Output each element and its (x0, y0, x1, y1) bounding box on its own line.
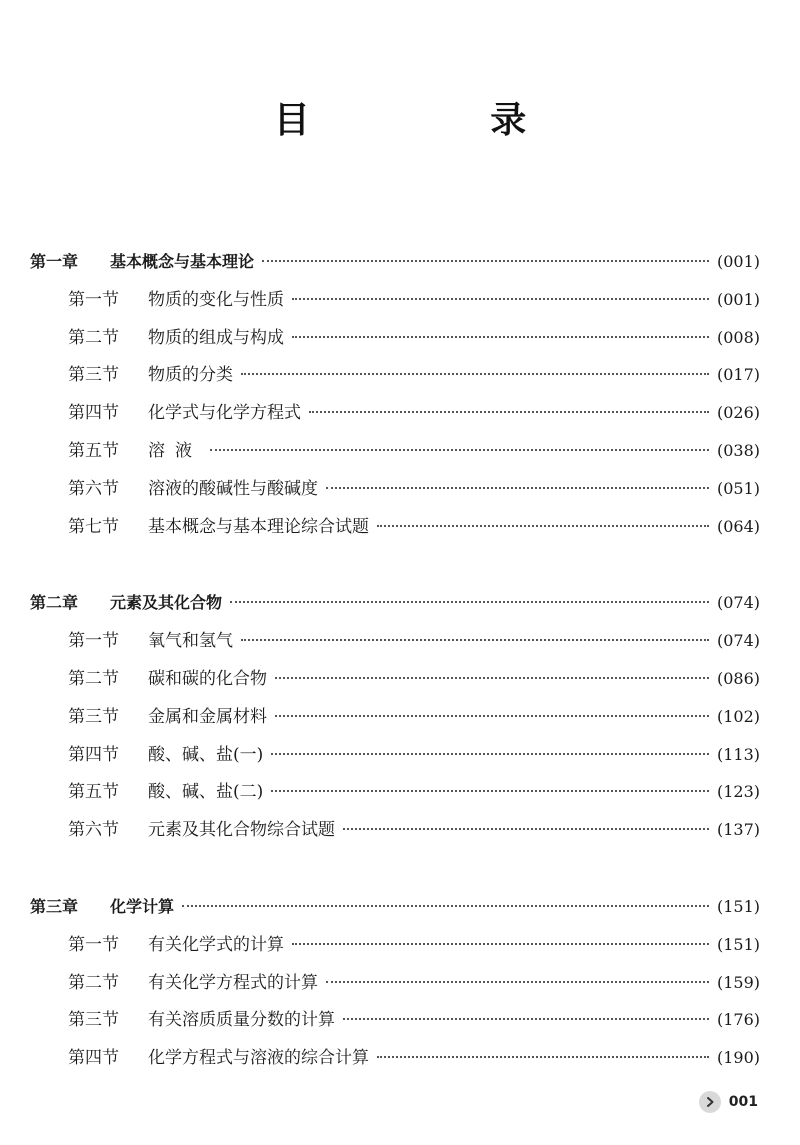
page-number: 001 (728, 1094, 758, 1110)
section-number: 第四节 (68, 744, 119, 765)
dot-leader (292, 336, 709, 338)
section-number: 第六节 (68, 820, 119, 841)
chapter-heading[interactable] (30, 888, 760, 926)
section-number: 第二节 (68, 327, 119, 348)
toc-entry[interactable] (30, 736, 760, 774)
section-title: 化学式与化学方程式 (148, 403, 301, 424)
page-ref: (001) (716, 289, 760, 309)
chapter-heading[interactable] (30, 243, 760, 281)
toc-entry[interactable] (30, 356, 760, 394)
toc-entry[interactable] (30, 622, 760, 660)
toc-entry[interactable] (30, 281, 760, 319)
section-number: 第一节 (68, 631, 119, 652)
section-title: 溶液的酸碱性与酸碱度 (148, 478, 318, 499)
section-number: 第一节 (68, 289, 119, 310)
toc-entry[interactable] (30, 394, 760, 432)
chapter-1 (30, 243, 760, 545)
section-number: 第二节 (68, 668, 119, 689)
chapter-heading[interactable] (30, 584, 760, 622)
dot-leader (241, 373, 709, 375)
page-footer (699, 1091, 758, 1113)
section-title: 有关化学式的计算 (148, 934, 284, 955)
section-title: 物质的分类 (148, 365, 233, 386)
section-number: 第七节 (68, 516, 119, 537)
dot-leader (271, 753, 709, 755)
section-number: 第二节 (68, 972, 119, 993)
toc-entry[interactable] (30, 698, 760, 736)
dot-leader (271, 790, 709, 792)
toc-entry[interactable] (30, 319, 760, 357)
toc-entry[interactable] (30, 811, 760, 849)
page-ref: (074) (716, 631, 760, 651)
dot-leader (343, 1018, 709, 1020)
chapter-3 (30, 888, 760, 1077)
section-title: 元素及其化合物综合试题 (148, 820, 335, 841)
dot-leader (326, 981, 709, 983)
dot-leader (292, 943, 709, 945)
page-ref: (102) (716, 706, 760, 726)
page-ref: (064) (716, 516, 760, 536)
section-title: 有关溶质质量分数的计算 (148, 1010, 335, 1031)
section-title: 有关化学方程式的计算 (148, 972, 318, 993)
chapter-title: 元素及其化合物 (110, 593, 223, 613)
section-number: 第五节 (68, 782, 119, 803)
dot-leader (275, 677, 709, 679)
section-number: 第五节 (68, 440, 119, 461)
page-title: 目 录 (273, 100, 611, 141)
page-ref: (086) (716, 668, 760, 688)
dot-leader (262, 260, 709, 262)
chapter-number: 第三章 (30, 896, 79, 916)
toc-entry[interactable] (30, 1039, 760, 1077)
page-ref: (026) (716, 403, 760, 423)
section-title: 溶液 (148, 440, 202, 461)
section-title: 金属和金属材料 (148, 706, 267, 727)
toc-entry[interactable] (30, 926, 760, 964)
section-title: 物质的变化与性质 (148, 289, 284, 310)
section-number: 第一节 (68, 934, 119, 955)
toc-entry[interactable] (30, 773, 760, 811)
dot-leader (210, 449, 709, 451)
page-ref: (151) (716, 896, 760, 916)
chapter-2 (30, 584, 760, 849)
section-title: 碳和碳的化合物 (148, 668, 267, 689)
section-title: 氧气和氢气 (148, 631, 233, 652)
chapter-title: 化学计算 (110, 896, 175, 916)
page-ref: (190) (716, 1048, 760, 1068)
page-ref: (017) (716, 365, 760, 385)
dot-leader (326, 487, 709, 489)
toc-entry[interactable] (30, 1001, 760, 1039)
chapter-number: 第二章 (30, 593, 79, 613)
dot-leader (241, 639, 709, 641)
section-number: 第三节 (68, 365, 119, 386)
page-ref: (008) (716, 327, 760, 347)
page-ref: (151) (716, 934, 760, 954)
page-ref: (137) (716, 820, 760, 840)
dot-leader (309, 411, 709, 413)
dot-leader (275, 715, 709, 717)
table-of-contents (30, 243, 760, 1116)
dot-leader (182, 905, 709, 907)
section-number: 第三节 (68, 706, 119, 727)
page-ref: (159) (716, 972, 760, 992)
section-number: 第六节 (68, 478, 119, 499)
toc-entry[interactable] (30, 964, 760, 1002)
chapter-number: 第一章 (30, 252, 79, 271)
chapter-title: 基本概念与基本理论 (110, 252, 255, 271)
page-ref: (001) (716, 252, 760, 271)
dot-leader (377, 525, 709, 527)
section-number: 第四节 (68, 403, 119, 424)
section-title: 酸、碱、盐(二) (148, 782, 264, 803)
toc-entry[interactable] (30, 470, 760, 508)
section-title: 化学方程式与溶液的综合计算 (148, 1048, 369, 1069)
page-ref: (176) (716, 1010, 760, 1030)
dot-leader (230, 601, 709, 603)
page-ref: (051) (716, 478, 760, 498)
dot-leader (292, 298, 709, 300)
page-ref: (113) (716, 744, 760, 764)
section-title: 酸、碱、盐(一) (148, 744, 264, 765)
chevron-right-icon[interactable] (699, 1091, 721, 1113)
toc-entry[interactable] (30, 432, 760, 470)
dot-leader (377, 1056, 709, 1058)
dot-leader (343, 828, 709, 830)
toc-entry[interactable] (30, 660, 760, 698)
section-title: 物质的组成与构成 (148, 327, 284, 348)
page-ref: (074) (716, 593, 760, 613)
section-title: 基本概念与基本理论综合试题 (148, 516, 369, 537)
page-ref: (123) (716, 782, 760, 802)
page-ref: (038) (716, 440, 760, 460)
section-number: 第三节 (68, 1010, 119, 1031)
section-number: 第四节 (68, 1048, 119, 1069)
toc-entry[interactable] (30, 508, 760, 546)
